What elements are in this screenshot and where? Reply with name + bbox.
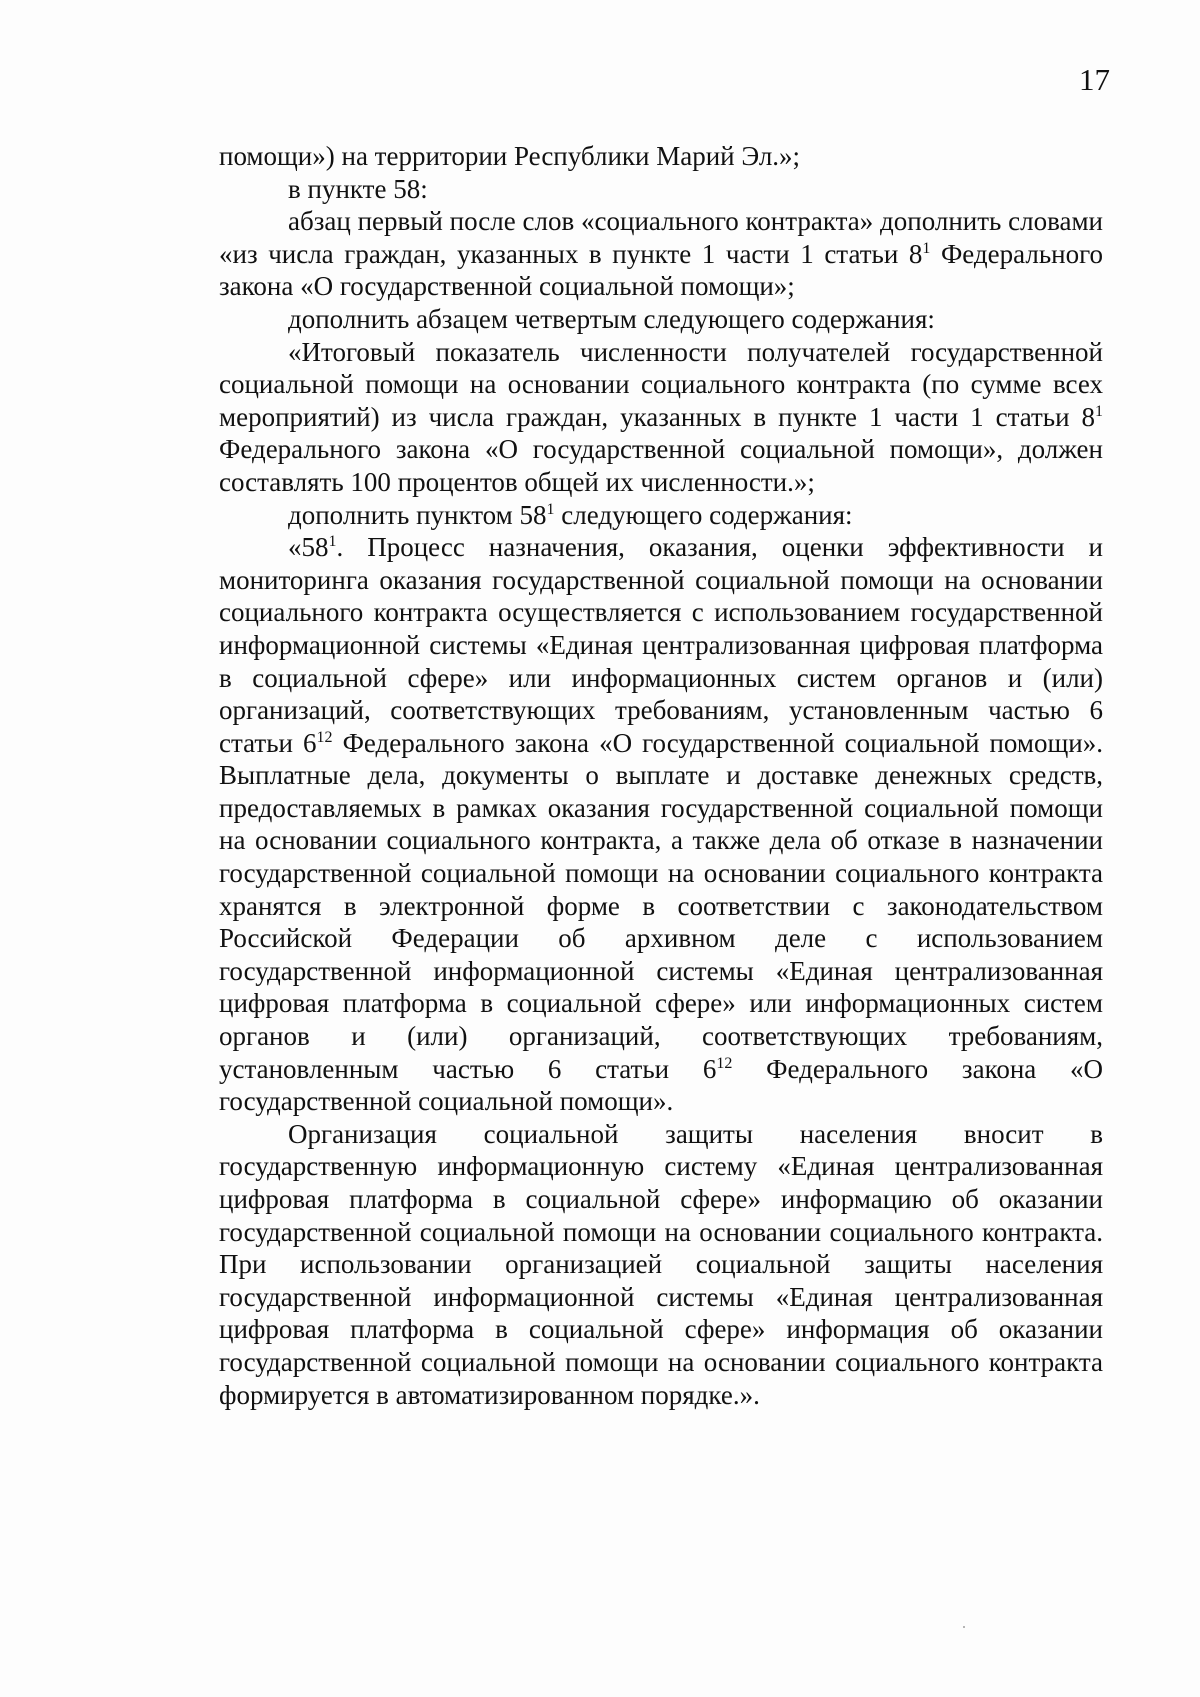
superscript: 1 [1095, 402, 1103, 420]
page-number: 17 [1079, 62, 1110, 97]
superscript: 12 [716, 1054, 733, 1072]
paragraph: Организация социальной защиты населения вносит в государственную информационную систему «Единая централизованная цифровая платформа в социальной сфере» информацию об оказании государственной социальной помощи на основании социального контракта. При использовании организацией социальной защиты населения государственной информационной системы «Единая централизованная цифровая платформа в социальной сфере» информация об оказании государственной социальной помощи на основании социального контракта формируется в автоматизированном порядке.». [219, 1118, 1103, 1410]
superscript: 1 [328, 533, 337, 551]
paragraph: помощи») на территории Республики Марий Эл.»; [219, 141, 801, 171]
document-body [219, 140, 1103, 1411]
paragraph: абзац первый после слов «социального контракта» дополнить словами «из числа граждан, указанных в пункте 1 части 1 статьи $8^1$ Федерального закона «О государственной социальной помощи»; [219, 206, 1103, 302]
scan-speck [963, 1626, 965, 1628]
paragraph: дополнить абзацем четвертым следующего содержания: [288, 303, 935, 334]
superscript: 1 [546, 500, 555, 518]
paragraph: «$58^1$. Процесс назначения, оказания, оценки эффективности и мониторинга оказания государственной социальной помощи на основании социального контракта осуществляется с использованием государственной информационной системы «Единая централизованная цифровая платформа в социальной сфере» или информационных систем органов и (или) организаций, соответствующих требованиям, установленным частью 6 статьи $6^{12}$ Федерального закона «О государственной социальной помощи». Выплатные дела, документы о выплате и доставке денежных средств, предоставляемых в рамках оказания государственной социальной помощи на основании социального контракта, а также дела об отказе в назначении государственной социальной помощи на основании социального контракта хранятся в электронной форме в соответствии с законодательством Российской Федерации об архивном деле с использованием государственной информационной системы «Единая централизованная цифровая платформа в социальной сфере» или информационных систем органов и (или) организаций, соответствующих требованиям, установленным частью 6 статьи $6^{12}$ Федерального закона «О государственной социальной помощи». [219, 532, 1104, 1117]
paragraph: «Итоговый показатель численности получателей государственной социальной помощи на основании социального контракта (по сумме всех мероприятий) из числа граждан, указанных в пункте 1 части 1 статьи $8^1$ Федерального закона «О государственной социальной помощи», должен составлять 100 процентов общей их численности.»; [219, 336, 1103, 497]
paragraph: дополнить пунктом $58^1$ следующего содержания: [288, 499, 853, 530]
superscript: 12 [316, 728, 333, 746]
paragraph: в пункте 58: [288, 173, 428, 204]
superscript: 1 [922, 239, 931, 257]
